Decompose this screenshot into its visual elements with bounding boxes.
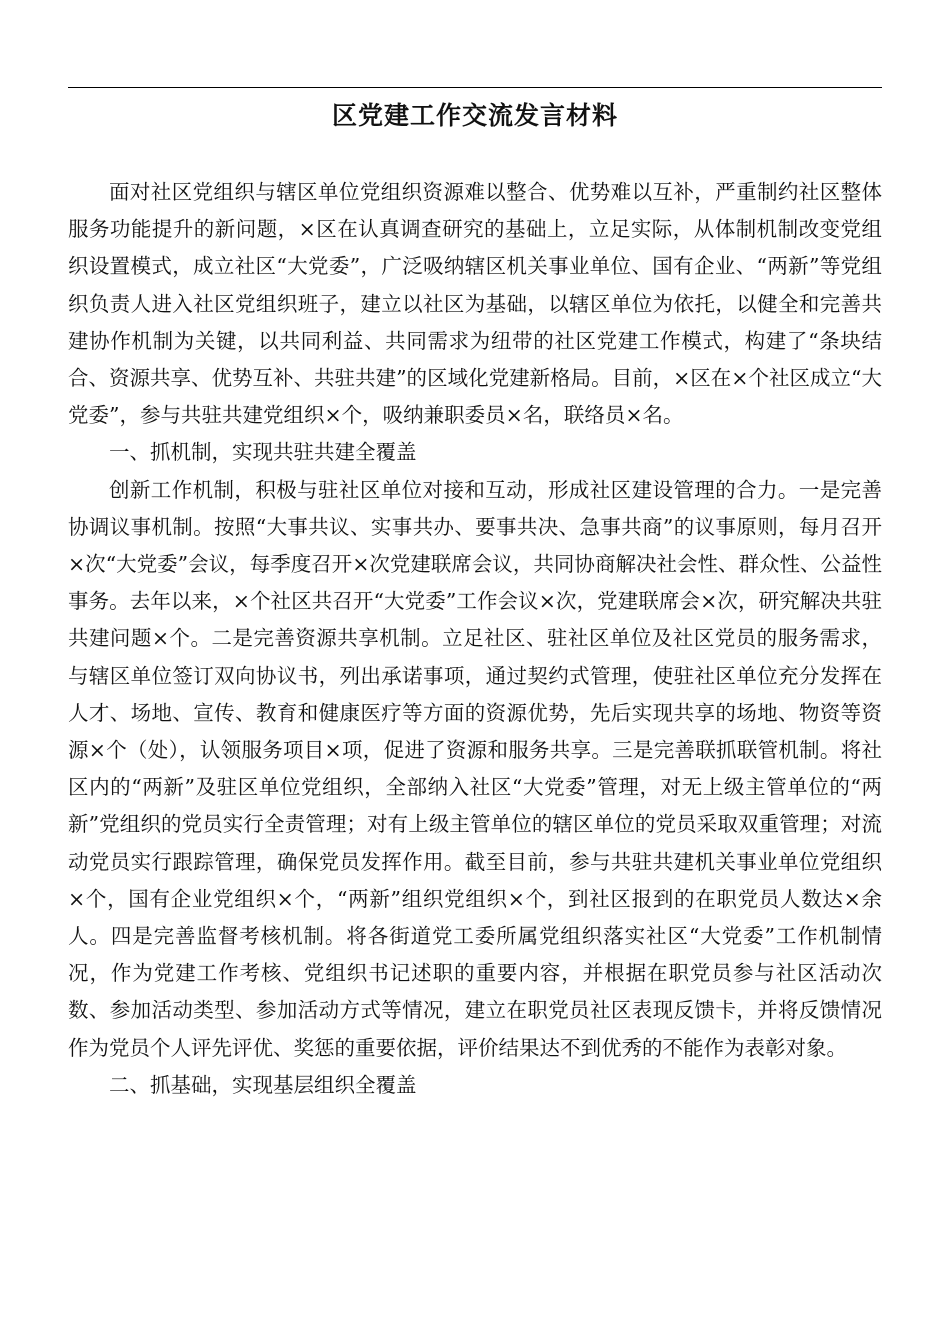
section-heading-2: 二、抓基础，实现基层组织全覆盖 (109, 1072, 417, 1097)
header-rule (68, 87, 882, 88)
section-1-paragraph: 创新工作机制，积极与驻社区单位对接和互动，形成社区建设管理的合力。一是完善协调议事机制。按照“大事共议、实事共办、要事共决、急事共商”的议事原则，每月召开×次“大党委”会议，每季度召开×次党建联席会议，共同协商解决社会性、群众性、公益性事务。去年以来，×个社区共召开“大党委”工作会议×次，党建联席会×次，研究解决共驻共建问题×个。二是完善资源共享机制。立足社区、驻社区单位及社区党员的服务需求，与辖区单位签订双向协议书，列出承诺事项，通过契约式管理，使驻社区单位充分发挥在人才、场地、宣传、教育和健康医疗等方面的资源优势，先后实现共享的场地、物资等资源×个（处），认领服务项目×项，促进了资源和服务共享。三是完善联抓联管机制。将社区内的“两新”及驻区单位党组织，全部纳入社区“大党委”管理，对无上级主管单位的“两新”党组织的党员实行全责管理；对有上级主管单位的辖区单位的党员采取双重管理；对流动党员实行跟踪管理，确保党员发挥作用。截至目前，参与共驻共建机关事业单位党组织×个，国有企业党组织×个，“两新”组织党组织×个，到社区报到的在职党员人数达×余人。四是完善监督考核机制。将各街道党工委所属党组织落实社区“大党委”工作机制情况，作为党建工作考核、党组织书记述职的重要内容，并根据在职党员参与社区活动次数、参加活动类型、参加活动方式等情况，建立在职党员社区表现反馈卡，并将反馈情况作为党员个人评先评优、奖惩的重要依据，评价结果达不到优秀的不能作为表彰对象。 (68, 477, 882, 1060)
document-title: 区党建工作交流发言材料 (331, 101, 618, 130)
intro-paragraph: 面对社区党组织与辖区单位党组织资源难以整合、优势难以互补，严重制约社区整体服务功能提升的新问题，×区在认真调查研究的基础上，立足实际，从体制机制改变党组织设置模式，成立社区“大党委”，广泛吸纳辖区机关事业单位、国有企业、“两新”等党组织负责人进入社区党组织班子，建立以社区为基础，以辖区单位为依托，以健全和完善共建协作机制为关键，以共同利益、共同需求为纽带的社区党建工作模式，构建了“条块结合、资源共享、优势互补、共驻共建”的区域化党建新格局。目前，×区在×个社区成立“大党委”，参与共驻共建党组织×个，吸纳兼职委员×名，联络员×名。 (68, 180, 882, 428)
section-heading-1: 一、抓机制，实现共驻共建全覆盖 (109, 440, 417, 465)
document-body (68, 174, 882, 1104)
